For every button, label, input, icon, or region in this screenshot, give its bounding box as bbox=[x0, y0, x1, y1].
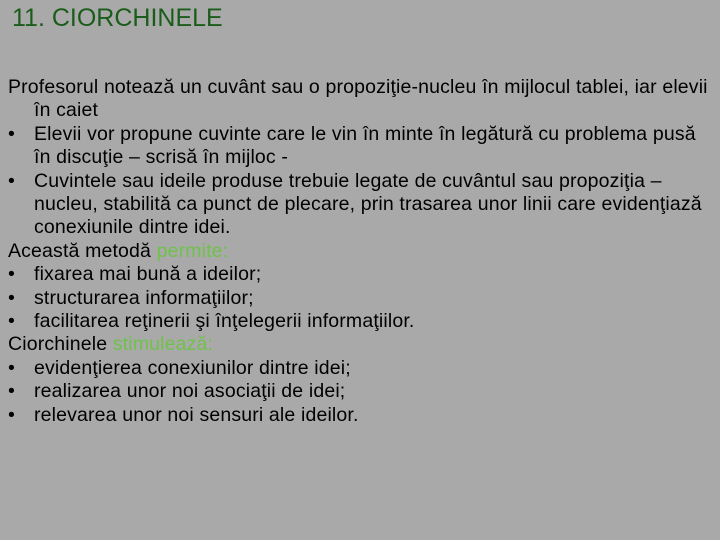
intro-text: Profesorul notează un cuvânt sau o propoziţie-nucleu în mijlocul tablei, iar elevii în caiet bbox=[8, 76, 708, 122]
bullet-text: facilitarea reţinerii şi înţelegerii informaţiilor. bbox=[34, 310, 415, 333]
bullet-item-permits-1 bbox=[8, 263, 716, 286]
bullet-text: fixarea mai bună a ideilor; bbox=[34, 263, 262, 286]
permits-lead-text: Această metodă bbox=[8, 239, 157, 262]
bullet-text: evidenţierea conexiunilor dintre idei; bbox=[34, 356, 351, 379]
bullet-text: Elevii vor propune cuvinte care le vin în minte în legătură cu problema pusă în discuţie – scrisă în mijloc - bbox=[34, 122, 696, 169]
bullet-item-stimulates-1 bbox=[8, 357, 716, 380]
bullet-icon: • bbox=[8, 403, 15, 426]
stimulates-heading bbox=[8, 333, 716, 356]
intro-paragraph bbox=[8, 76, 716, 123]
bullet-item-permits-3 bbox=[8, 310, 716, 333]
bullet-text: structurarea informaţiilor; bbox=[34, 286, 254, 309]
bullet-icon: • bbox=[8, 380, 15, 403]
bullet-icon: • bbox=[8, 263, 15, 286]
slide-body bbox=[8, 76, 716, 427]
bullet-item-step-2 bbox=[8, 170, 716, 240]
bullet-icon: • bbox=[8, 169, 15, 192]
bullet-icon: • bbox=[8, 122, 15, 145]
bullet-icon: • bbox=[8, 310, 15, 333]
stimulates-keyword: stimulează: bbox=[112, 333, 214, 356]
bullet-text: realizarea unor noi asociaţii de idei; bbox=[34, 380, 346, 403]
permits-keyword: permite: bbox=[156, 239, 229, 262]
bullet-item-stimulates-2 bbox=[8, 380, 716, 403]
bullet-item-permits-2 bbox=[8, 287, 716, 310]
bullet-item-stimulates-3 bbox=[8, 404, 716, 427]
bullet-text: Cuvintele sau ideile produse trebuie legate de cuvântul sau propoziţia – nucleu, stabilită ca punct de plecare, prin trasarea unor linii care evidenţiază conexiunile dintre idei. bbox=[34, 169, 702, 239]
bullet-item-step-1 bbox=[8, 123, 716, 170]
bullet-text: relevarea unor noi sensuri ale ideilor. bbox=[34, 403, 359, 426]
stimulates-lead-text: Ciorchinele bbox=[8, 333, 113, 356]
bullet-icon: • bbox=[8, 286, 15, 309]
permits-heading bbox=[8, 240, 716, 263]
bullet-icon: • bbox=[8, 356, 15, 379]
slide-title: 11. CIORCHINELE bbox=[12, 4, 223, 32]
